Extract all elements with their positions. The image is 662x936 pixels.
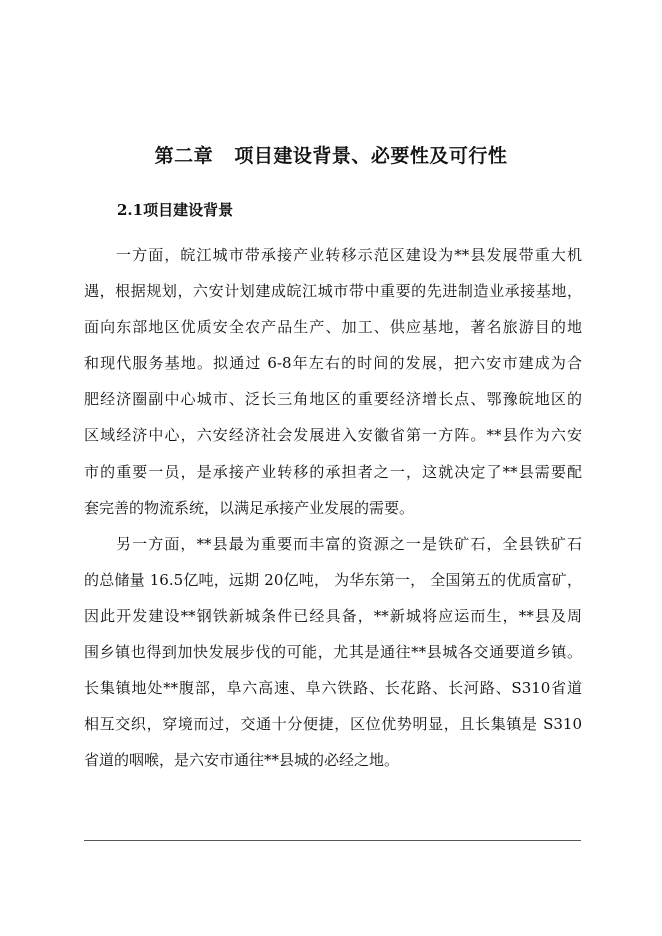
- text-line: 面向东部地区优质安全农产品生产、加工、供应基地，著名旅游目的地: [84, 318, 582, 337]
- text-line: 和现代服务基地。拟通过 6-8年左右的时间的发展，把六安市建成为合: [84, 354, 582, 373]
- chapter-title: 第二章 项目建设背景、必要性及可行性: [154, 145, 508, 167]
- section-heading: 2.1项目建设背景: [117, 201, 234, 219]
- text-line: 的总储量 16.5亿吨，远期 20亿吨， 为华东第一， 全国第五的优质富矿，: [84, 570, 582, 589]
- paragraph-2: [84, 530, 582, 783]
- paragraph-1: [84, 241, 582, 530]
- text-line: 市的重要一员，是承接产业转移的承担者之一，这就决定了**县需要配: [84, 462, 582, 481]
- text-line: 肥经济圈副中心城市、泛长三角地区的重要经济增长点、鄂豫皖地区的: [84, 390, 582, 409]
- body-text: [84, 241, 582, 782]
- text-line: 一方面，皖江城市带承接产业转移示范区建设为**县发展带重大机: [116, 246, 582, 264]
- text-line: 长集镇地处**腹部，阜六高速、阜六铁路、长花路、长河路、S310省道: [84, 679, 582, 698]
- text-line: 套完善的物流系统，以满足承接产业发展的需要。: [84, 498, 415, 517]
- text-line: 另一方面，**县最为重要而丰富的资源之一是铁矿石，全县铁矿石: [116, 534, 582, 553]
- text-line: 省道的咽喉，是六安市通往**县城的必经之地。: [84, 751, 400, 770]
- text-line: 相互交织，穿境而过，交通十分便捷，区位优势明显，且长集镇是 S310: [84, 715, 582, 734]
- text-line: 区域经济中心，六安经济社会发展进入安徽省第一方阵。**县作为六安: [84, 426, 582, 445]
- text-line: 遇，根据规划，六安计划建成皖江城市带中重要的先进制造业承接基地，: [84, 282, 582, 301]
- text-line: 因此开发建设**钢铁新城条件已经具备，**新城将应运而生，**县及周: [84, 606, 582, 625]
- text-line: 围乡镇也得到加快发展步伐的可能，尤其是通往**县城各交通要道乡镇。: [84, 643, 582, 662]
- footer-divider: [84, 840, 581, 841]
